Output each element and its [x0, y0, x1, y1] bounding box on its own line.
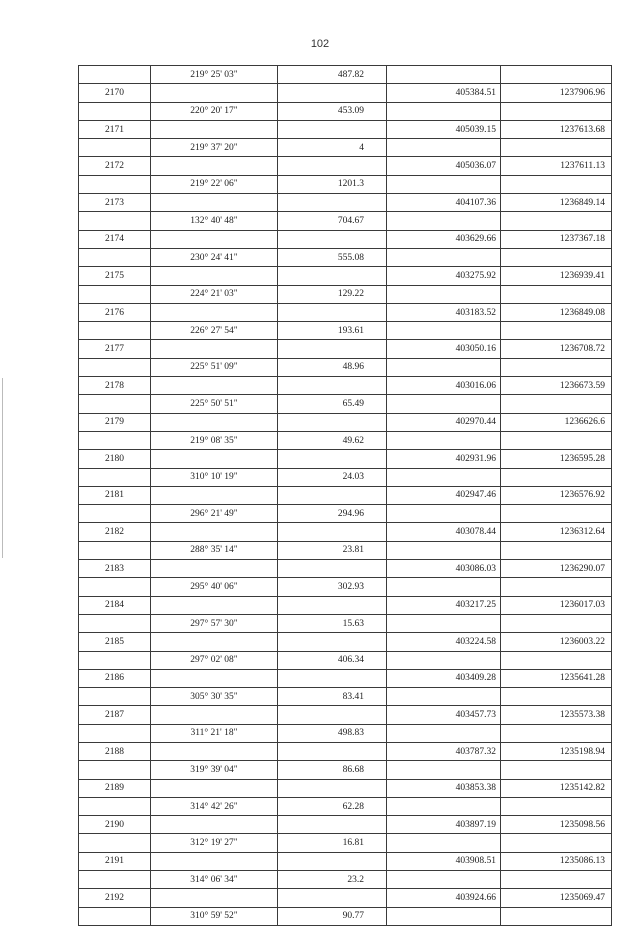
northing-cell: 1237906.96 — [501, 84, 612, 102]
segment-row — [79, 322, 612, 340]
empty-cell — [79, 358, 151, 376]
empty-cell — [387, 66, 501, 84]
point-id-cell: 2192 — [79, 889, 151, 907]
easting-cell: 403275.92 — [387, 267, 501, 285]
bearing-cell: 310° 59' 52" — [151, 907, 278, 925]
empty-cell — [79, 468, 151, 486]
empty-cell — [387, 358, 501, 376]
empty-cell — [278, 560, 387, 578]
empty-cell — [278, 194, 387, 212]
bearing-cell: 230° 24' 41" — [151, 248, 278, 266]
page-number: 102 — [310, 38, 330, 50]
empty-cell — [278, 852, 387, 870]
empty-cell — [501, 395, 612, 413]
empty-cell — [501, 66, 612, 84]
empty-cell — [387, 212, 501, 230]
northing-cell: 1237367.18 — [501, 230, 612, 248]
point-id-cell: 2190 — [79, 816, 151, 834]
empty-cell — [387, 505, 501, 523]
empty-cell — [501, 651, 612, 669]
northing-cell: 1236290.07 — [501, 560, 612, 578]
empty-cell — [501, 505, 612, 523]
empty-cell — [79, 797, 151, 815]
empty-cell — [501, 834, 612, 852]
empty-cell — [151, 120, 278, 138]
bearing-cell: 295° 40' 06" — [151, 578, 278, 596]
segment-row — [79, 431, 612, 449]
segment-row — [79, 688, 612, 706]
empty-cell — [79, 66, 151, 84]
distance-cell: 49.62 — [278, 431, 387, 449]
empty-cell — [501, 102, 612, 120]
point-id-cell: 2182 — [79, 523, 151, 541]
bearing-cell: 224° 21' 03" — [151, 285, 278, 303]
empty-cell — [151, 706, 278, 724]
segment-row — [79, 66, 612, 84]
station-row — [79, 267, 612, 285]
distance-cell: 1201.3 — [278, 175, 387, 193]
point-id-cell: 2180 — [79, 450, 151, 468]
bearing-cell: 219° 25' 03" — [151, 66, 278, 84]
station-row — [79, 633, 612, 651]
distance-cell: 704.67 — [278, 212, 387, 230]
empty-cell — [501, 871, 612, 889]
empty-cell — [151, 742, 278, 760]
distance-cell: 62.28 — [278, 797, 387, 815]
empty-cell — [387, 871, 501, 889]
empty-cell — [151, 84, 278, 102]
empty-cell — [501, 431, 612, 449]
point-id-cell: 2175 — [79, 267, 151, 285]
empty-cell — [501, 285, 612, 303]
survey-coordinates-table — [78, 65, 612, 926]
distance-cell: 487.82 — [278, 66, 387, 84]
empty-cell — [387, 724, 501, 742]
empty-cell — [387, 431, 501, 449]
station-row — [79, 486, 612, 504]
empty-cell — [79, 578, 151, 596]
point-id-cell: 2181 — [79, 486, 151, 504]
station-row — [79, 303, 612, 321]
empty-cell — [387, 139, 501, 157]
station-row — [79, 340, 612, 358]
empty-cell — [79, 212, 151, 230]
empty-cell — [387, 322, 501, 340]
northing-cell: 1236003.22 — [501, 633, 612, 651]
station-row — [79, 706, 612, 724]
empty-cell — [278, 816, 387, 834]
easting-cell: 403629.66 — [387, 230, 501, 248]
empty-cell — [151, 230, 278, 248]
bearing-cell: 220° 20' 17" — [151, 102, 278, 120]
easting-cell: 403897.19 — [387, 816, 501, 834]
empty-cell — [79, 431, 151, 449]
empty-cell — [387, 541, 501, 559]
distance-cell: 23.81 — [278, 541, 387, 559]
empty-cell — [501, 907, 612, 925]
empty-cell — [387, 907, 501, 925]
segment-row — [79, 358, 612, 376]
empty-cell — [79, 139, 151, 157]
easting-cell: 405036.07 — [387, 157, 501, 175]
northing-cell: 1235069.47 — [501, 889, 612, 907]
distance-cell: 86.68 — [278, 761, 387, 779]
distance-cell: 4 — [278, 139, 387, 157]
empty-cell — [151, 303, 278, 321]
empty-cell — [387, 797, 501, 815]
easting-cell: 403016.06 — [387, 377, 501, 395]
empty-cell — [278, 486, 387, 504]
empty-cell — [501, 688, 612, 706]
distance-cell: 24.03 — [278, 468, 387, 486]
station-row — [79, 120, 612, 138]
empty-cell — [151, 267, 278, 285]
empty-cell — [151, 157, 278, 175]
station-row — [79, 596, 612, 614]
point-id-cell: 2178 — [79, 377, 151, 395]
distance-cell: 555.08 — [278, 248, 387, 266]
empty-cell — [278, 450, 387, 468]
easting-cell: 405384.51 — [387, 84, 501, 102]
empty-cell — [151, 816, 278, 834]
bearing-cell: 297° 02' 08" — [151, 651, 278, 669]
easting-cell: 403224.58 — [387, 633, 501, 651]
empty-cell — [278, 706, 387, 724]
northing-cell: 1235198.94 — [501, 742, 612, 760]
station-row — [79, 377, 612, 395]
empty-cell — [79, 322, 151, 340]
easting-cell: 403078.44 — [387, 523, 501, 541]
empty-cell — [151, 596, 278, 614]
empty-cell — [278, 340, 387, 358]
empty-cell — [278, 633, 387, 651]
bearing-cell: 226° 27' 54" — [151, 322, 278, 340]
empty-cell — [79, 175, 151, 193]
bearing-cell: 314° 42' 26" — [151, 797, 278, 815]
empty-cell — [501, 724, 612, 742]
segment-row — [79, 614, 612, 632]
northing-cell: 1235142.82 — [501, 779, 612, 797]
distance-cell: 129.22 — [278, 285, 387, 303]
easting-cell: 403457.73 — [387, 706, 501, 724]
empty-cell — [501, 541, 612, 559]
empty-cell — [278, 596, 387, 614]
distance-cell: 23.2 — [278, 871, 387, 889]
bearing-cell: 225° 51' 09" — [151, 358, 278, 376]
northing-cell: 1237613.68 — [501, 120, 612, 138]
distance-cell: 302.93 — [278, 578, 387, 596]
easting-cell: 403183.52 — [387, 303, 501, 321]
empty-cell — [387, 761, 501, 779]
empty-cell — [79, 834, 151, 852]
northing-cell: 1236576.92 — [501, 486, 612, 504]
empty-cell — [387, 248, 501, 266]
segment-row — [79, 578, 612, 596]
empty-cell — [151, 450, 278, 468]
empty-cell — [387, 651, 501, 669]
easting-cell: 403409.28 — [387, 669, 501, 687]
empty-cell — [501, 175, 612, 193]
empty-cell — [79, 102, 151, 120]
point-id-cell: 2170 — [79, 84, 151, 102]
bearing-cell: 288° 35' 14" — [151, 541, 278, 559]
empty-cell — [387, 614, 501, 632]
empty-cell — [151, 889, 278, 907]
point-id-cell: 2188 — [79, 742, 151, 760]
station-row — [79, 84, 612, 102]
easting-cell: 405039.15 — [387, 120, 501, 138]
segment-row — [79, 395, 612, 413]
empty-cell — [79, 541, 151, 559]
point-id-cell: 2186 — [79, 669, 151, 687]
point-id-cell: 2177 — [79, 340, 151, 358]
station-row — [79, 523, 612, 541]
station-row — [79, 560, 612, 578]
empty-cell — [387, 102, 501, 120]
empty-cell — [501, 761, 612, 779]
point-id-cell: 2173 — [79, 194, 151, 212]
point-id-cell: 2171 — [79, 120, 151, 138]
easting-cell: 403787.32 — [387, 742, 501, 760]
bearing-cell: 312° 19' 27" — [151, 834, 278, 852]
empty-cell — [278, 84, 387, 102]
easting-cell: 403908.51 — [387, 852, 501, 870]
empty-cell — [151, 340, 278, 358]
station-row — [79, 742, 612, 760]
easting-cell: 403924.66 — [387, 889, 501, 907]
distance-cell: 65.49 — [278, 395, 387, 413]
empty-cell — [278, 669, 387, 687]
empty-cell — [79, 248, 151, 266]
empty-cell — [151, 377, 278, 395]
segment-row — [79, 907, 612, 925]
northing-cell: 1235573.38 — [501, 706, 612, 724]
bearing-cell: 305° 30' 35" — [151, 688, 278, 706]
station-row — [79, 852, 612, 870]
point-id-cell: 2185 — [79, 633, 151, 651]
station-row — [79, 816, 612, 834]
northing-cell: 1235086.13 — [501, 852, 612, 870]
bearing-cell: 132° 40' 48" — [151, 212, 278, 230]
empty-cell — [151, 852, 278, 870]
empty-cell — [501, 139, 612, 157]
distance-cell: 193.61 — [278, 322, 387, 340]
northing-cell: 1236312.64 — [501, 523, 612, 541]
point-id-cell: 2174 — [79, 230, 151, 248]
distance-cell: 294.96 — [278, 505, 387, 523]
empty-cell — [501, 248, 612, 266]
empty-cell — [79, 761, 151, 779]
distance-cell: 498.83 — [278, 724, 387, 742]
empty-cell — [501, 322, 612, 340]
segment-row — [79, 834, 612, 852]
northing-cell: 1237611.13 — [501, 157, 612, 175]
empty-cell — [501, 212, 612, 230]
segment-row — [79, 139, 612, 157]
point-id-cell: 2179 — [79, 413, 151, 431]
empty-cell — [278, 303, 387, 321]
empty-cell — [278, 413, 387, 431]
empty-cell — [151, 633, 278, 651]
empty-cell — [387, 395, 501, 413]
segment-row — [79, 285, 612, 303]
empty-cell — [278, 230, 387, 248]
point-id-cell: 2184 — [79, 596, 151, 614]
empty-cell — [501, 578, 612, 596]
northing-cell: 1236849.08 — [501, 303, 612, 321]
easting-cell: 403853.38 — [387, 779, 501, 797]
bearing-cell: 297° 57' 30" — [151, 614, 278, 632]
northing-cell: 1235641.28 — [501, 669, 612, 687]
segment-row — [79, 871, 612, 889]
segment-row — [79, 248, 612, 266]
empty-cell — [151, 194, 278, 212]
point-id-cell: 2183 — [79, 560, 151, 578]
bearing-cell: 314° 06' 34" — [151, 871, 278, 889]
bearing-cell: 225° 50' 51" — [151, 395, 278, 413]
empty-cell — [151, 669, 278, 687]
station-row — [79, 194, 612, 212]
empty-cell — [278, 157, 387, 175]
segment-row — [79, 468, 612, 486]
bearing-cell: 219° 08' 35" — [151, 431, 278, 449]
bearing-cell: 311° 21' 18" — [151, 724, 278, 742]
scan-edge-line — [2, 378, 3, 558]
empty-cell — [501, 797, 612, 815]
empty-cell — [79, 724, 151, 742]
point-id-cell: 2172 — [79, 157, 151, 175]
northing-cell: 1236849.14 — [501, 194, 612, 212]
empty-cell — [151, 413, 278, 431]
empty-cell — [79, 285, 151, 303]
empty-cell — [387, 285, 501, 303]
station-row — [79, 889, 612, 907]
northing-cell: 1236708.72 — [501, 340, 612, 358]
segment-row — [79, 724, 612, 742]
bearing-cell: 296° 21' 49" — [151, 505, 278, 523]
bearing-cell: 310° 10' 19" — [151, 468, 278, 486]
empty-cell — [79, 651, 151, 669]
station-row — [79, 669, 612, 687]
distance-cell: 15.63 — [278, 614, 387, 632]
segment-row — [79, 102, 612, 120]
empty-cell — [387, 688, 501, 706]
empty-cell — [501, 358, 612, 376]
empty-cell — [151, 779, 278, 797]
empty-cell — [278, 523, 387, 541]
empty-cell — [387, 834, 501, 852]
empty-cell — [151, 523, 278, 541]
empty-cell — [278, 267, 387, 285]
distance-cell: 83.41 — [278, 688, 387, 706]
empty-cell — [151, 486, 278, 504]
segment-row — [79, 761, 612, 779]
easting-cell: 402970.44 — [387, 413, 501, 431]
bearing-cell: 219° 37' 20" — [151, 139, 278, 157]
point-id-cell: 2189 — [79, 779, 151, 797]
survey-table-body — [79, 66, 612, 926]
northing-cell: 1236939.41 — [501, 267, 612, 285]
empty-cell — [79, 871, 151, 889]
empty-cell — [79, 395, 151, 413]
station-row — [79, 230, 612, 248]
empty-cell — [387, 578, 501, 596]
distance-cell: 48.96 — [278, 358, 387, 376]
northing-cell: 1236595.28 — [501, 450, 612, 468]
empty-cell — [387, 175, 501, 193]
point-id-cell: 2191 — [79, 852, 151, 870]
empty-cell — [79, 688, 151, 706]
northing-cell: 1236626.6 — [501, 413, 612, 431]
empty-cell — [501, 468, 612, 486]
station-row — [79, 779, 612, 797]
easting-cell: 403050.16 — [387, 340, 501, 358]
empty-cell — [79, 505, 151, 523]
easting-cell: 403217.25 — [387, 596, 501, 614]
distance-cell: 16.81 — [278, 834, 387, 852]
distance-cell: 90.77 — [278, 907, 387, 925]
empty-cell — [387, 468, 501, 486]
point-id-cell: 2176 — [79, 303, 151, 321]
empty-cell — [151, 560, 278, 578]
easting-cell: 403086.03 — [387, 560, 501, 578]
empty-cell — [278, 889, 387, 907]
empty-cell — [278, 742, 387, 760]
empty-cell — [278, 377, 387, 395]
northing-cell: 1236673.59 — [501, 377, 612, 395]
easting-cell: 402947.46 — [387, 486, 501, 504]
distance-cell: 453.09 — [278, 102, 387, 120]
segment-row — [79, 212, 612, 230]
empty-cell — [278, 779, 387, 797]
segment-row — [79, 651, 612, 669]
segment-row — [79, 175, 612, 193]
bearing-cell: 319° 39' 04" — [151, 761, 278, 779]
bearing-cell: 219° 22' 06" — [151, 175, 278, 193]
easting-cell: 402931.96 — [387, 450, 501, 468]
point-id-cell: 2187 — [79, 706, 151, 724]
segment-row — [79, 505, 612, 523]
segment-row — [79, 797, 612, 815]
station-row — [79, 450, 612, 468]
empty-cell — [79, 907, 151, 925]
northing-cell: 1235098.56 — [501, 816, 612, 834]
easting-cell: 404107.36 — [387, 194, 501, 212]
empty-cell — [278, 120, 387, 138]
station-row — [79, 157, 612, 175]
segment-row — [79, 541, 612, 559]
empty-cell — [501, 614, 612, 632]
distance-cell: 406.34 — [278, 651, 387, 669]
empty-cell — [79, 614, 151, 632]
northing-cell: 1236017.03 — [501, 596, 612, 614]
station-row — [79, 413, 612, 431]
